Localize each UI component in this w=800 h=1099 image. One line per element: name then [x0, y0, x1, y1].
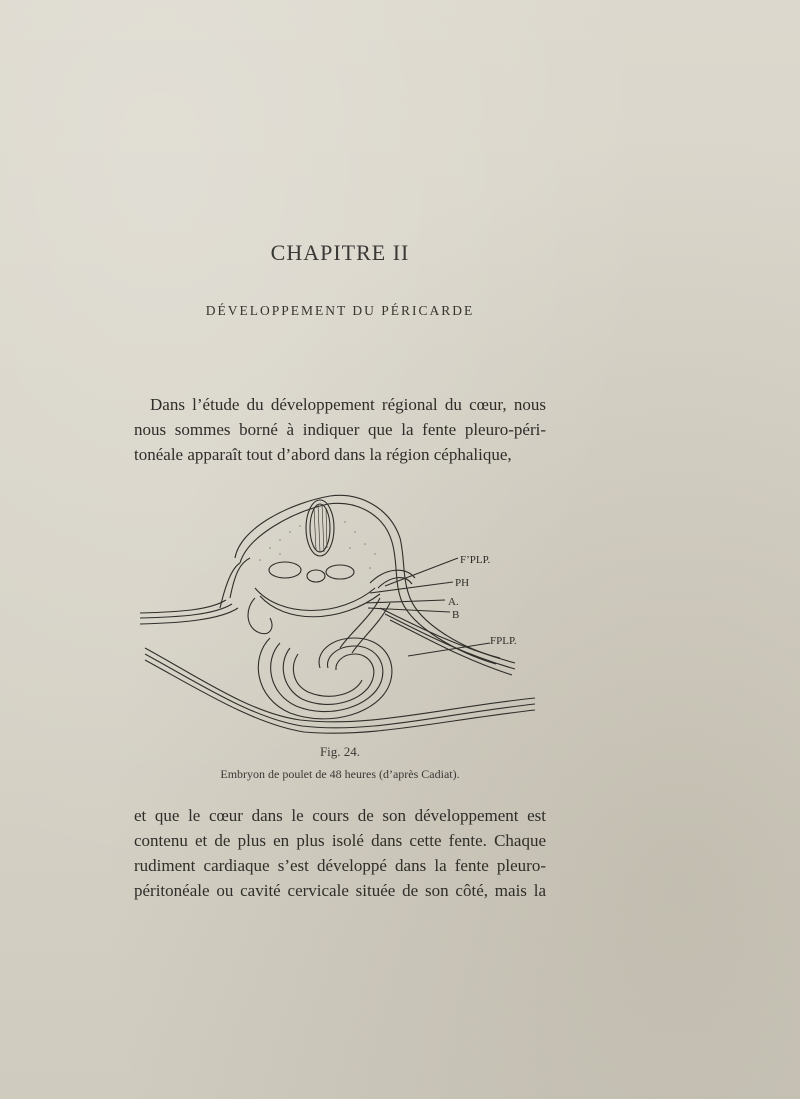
paragraph-line: et que le cœur dans le cours de son développement est	[134, 806, 546, 825]
chapter-title: CHAPITRE II	[270, 240, 410, 265]
figure-caption: Embryon de poulet de 48 heures (d’après Cadiat).	[220, 767, 460, 781]
paragraph-line: péritonéale ou cavité cervicale située de son côté, mais la	[134, 881, 546, 900]
figure-label-fplp-upper: F’PLP.	[460, 554, 491, 566]
paragraph-line: rudiment cardiaque s’est développé dans la fente pleuro-	[134, 856, 546, 875]
paragraph-line: contenu et de plus en plus isolé dans cette fente. Chaque	[134, 831, 546, 850]
paragraph-continuation	[134, 803, 546, 903]
figure-number: Fig. 24.	[319, 744, 361, 759]
figure-label-fplp-lower: FPLP.	[490, 635, 517, 647]
paragraph-line: Dans l’étude du développement régional du cœur, nous	[150, 395, 546, 414]
paragraph-line: tonéale apparaît tout d’abord dans la région céphalique,	[134, 445, 512, 464]
figure-label-b: B	[452, 609, 460, 621]
figure-label-a: A.	[448, 596, 459, 608]
section-title: DÉVELOPPEMENT DU PÉRICARDE	[205, 303, 475, 318]
embryo-figure	[140, 488, 540, 738]
paragraph-intro	[134, 392, 546, 467]
figure-label-ph: PH	[455, 577, 470, 589]
paragraph-line: nous sommes borné à indiquer que la fente pleuro-péri-	[134, 420, 546, 439]
